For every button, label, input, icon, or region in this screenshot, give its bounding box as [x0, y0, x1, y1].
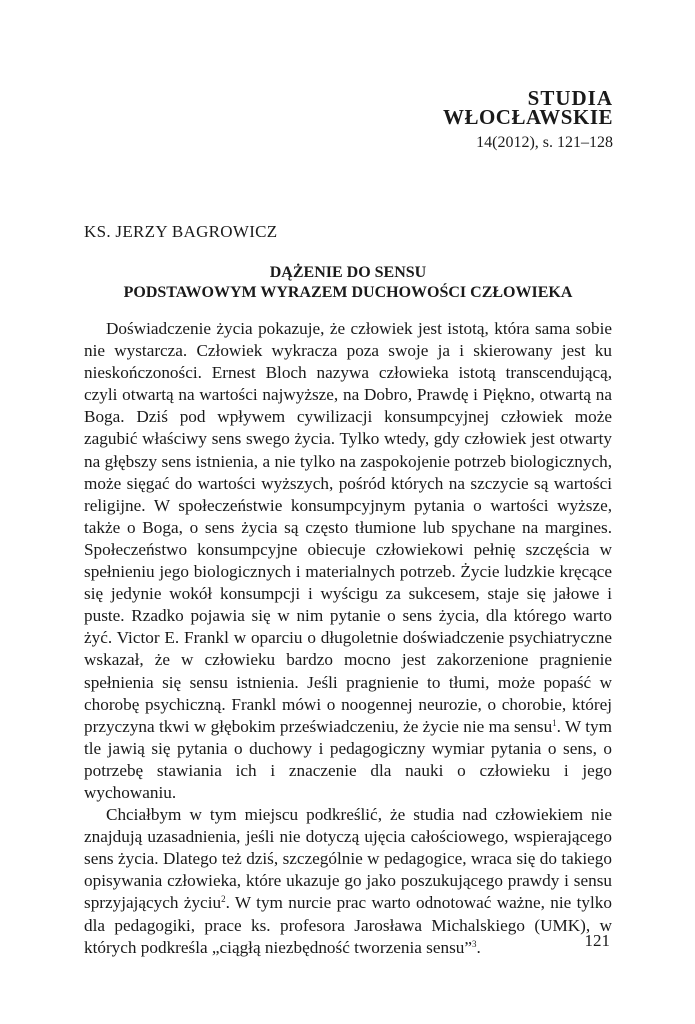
- article-title-line2: PODSTAWOWYM WYRAZEM DUCHOWOŚCI CZŁOWIEKA: [123, 284, 573, 301]
- journal-logo: [443, 88, 613, 128]
- article-title-line1: DĄŻENIE DO SENSU: [269, 264, 427, 281]
- paragraph-text: Doświadczenie życia pokazuje, że człowiek jest istotą, która sama sobie nie wystarcza. Człowiek wykracza poza swoje ja i skierowany jest ku nieskończoności. Ernest Bloch nazywa człowieka istotą transcendującą, czyli otwartą na wartości najwyższe, na Dobro, Prawdę i Piękno, otwartą na Boga. Dziś pod wpływem cywilizacji konsumpcyjnej człowiek może zagubić właściwy sens swego życia. Tylko wtedy, gdy człowiek jest otwarty na głębszy sens istnienia, a nie tylko na zaspokojenie potrzeb biologicznych, może sięgać do wartości wyższych, pośród których na szczycie są wartości religijne. W społeczeństwie konsumpcyjnym pytania o wartości wyższe, także o Boga, o sens życia są często tłumione lub spychane na margines. Społeczeństwo konsumpcyjne obiecuje człowiekowi pełnię szczęścia w spełnieniu jego biologicznych i materialnych potrzeb. Życie ludzkie kręcące się jedynie wokół konsumpcji i wyścigu za sukcesem, staje się jałowe i puste. Rzadko pojawia się w nim pytanie o sens życia, dla którego warto żyć. Victor E. Frankl w oparciu o długoletnie doświadczenie psychiatryczne wskazał, że w człowieku bardzo mocno jest zakorzenione pragnienie spełnienia się sensu istnienia. Jeśli pragnienie to tłumi, może popaść w chorobę psychiczną. Frankl mówi o noogennej neurozie, o chorobie, której przyczyna tkwi w głębokim przeświadczeniu, że życie nie ma sensu: [84, 319, 612, 736]
- paragraph-text: .: [476, 937, 481, 957]
- journal-logo-line1: STUDIA: [527, 86, 613, 110]
- page-number: 121: [584, 931, 610, 950]
- footnote-marker[interactable]: 1: [552, 717, 557, 728]
- footnote-marker[interactable]: 2: [221, 894, 226, 905]
- paragraph-text: Chciałbym w tym miejscu podkreślić, że studia nad człowiekiem nie znajdują uzasadnienia, jeśli nie dotyczą ujęcia całościowego, wspierającego sens życia. Dlatego też dziś, szczególnie w pedagogice, wraca się do takiego opisywania człowieka, które ukazuje go jako poszukującego prawdy i sensu sprzyjających życiu: [84, 805, 612, 913]
- paragraph-text: . W tym tle jawią się pytania o duchowy i pedagogiczny wymiar pytania o sens, o potrzebę stawiania ich i znaczenie dla nauki o człowieku i jego wychowaniu.: [84, 716, 613, 802]
- journal-logo-line2: WŁOCŁAWSKIE: [442, 105, 613, 129]
- footnote-marker[interactable]: 3: [472, 938, 477, 949]
- paragraph-text: . W tym nurcie prac warto odnotować ważne, nie tylko dla pedagogiki, prace ks. profesora Jarosława Michalskiego (UMK), w których podkreśla „ciągłą niezbędność tworzenia sensu”: [84, 893, 612, 957]
- article-body: [84, 318, 612, 959]
- paragraph: [84, 318, 612, 804]
- issue-reference: 14(2012), s. 121–128: [476, 134, 613, 151]
- paragraph: [84, 804, 612, 959]
- article-title: [84, 263, 612, 303]
- author-name: KS. JERZY BAGROWICZ: [84, 222, 278, 241]
